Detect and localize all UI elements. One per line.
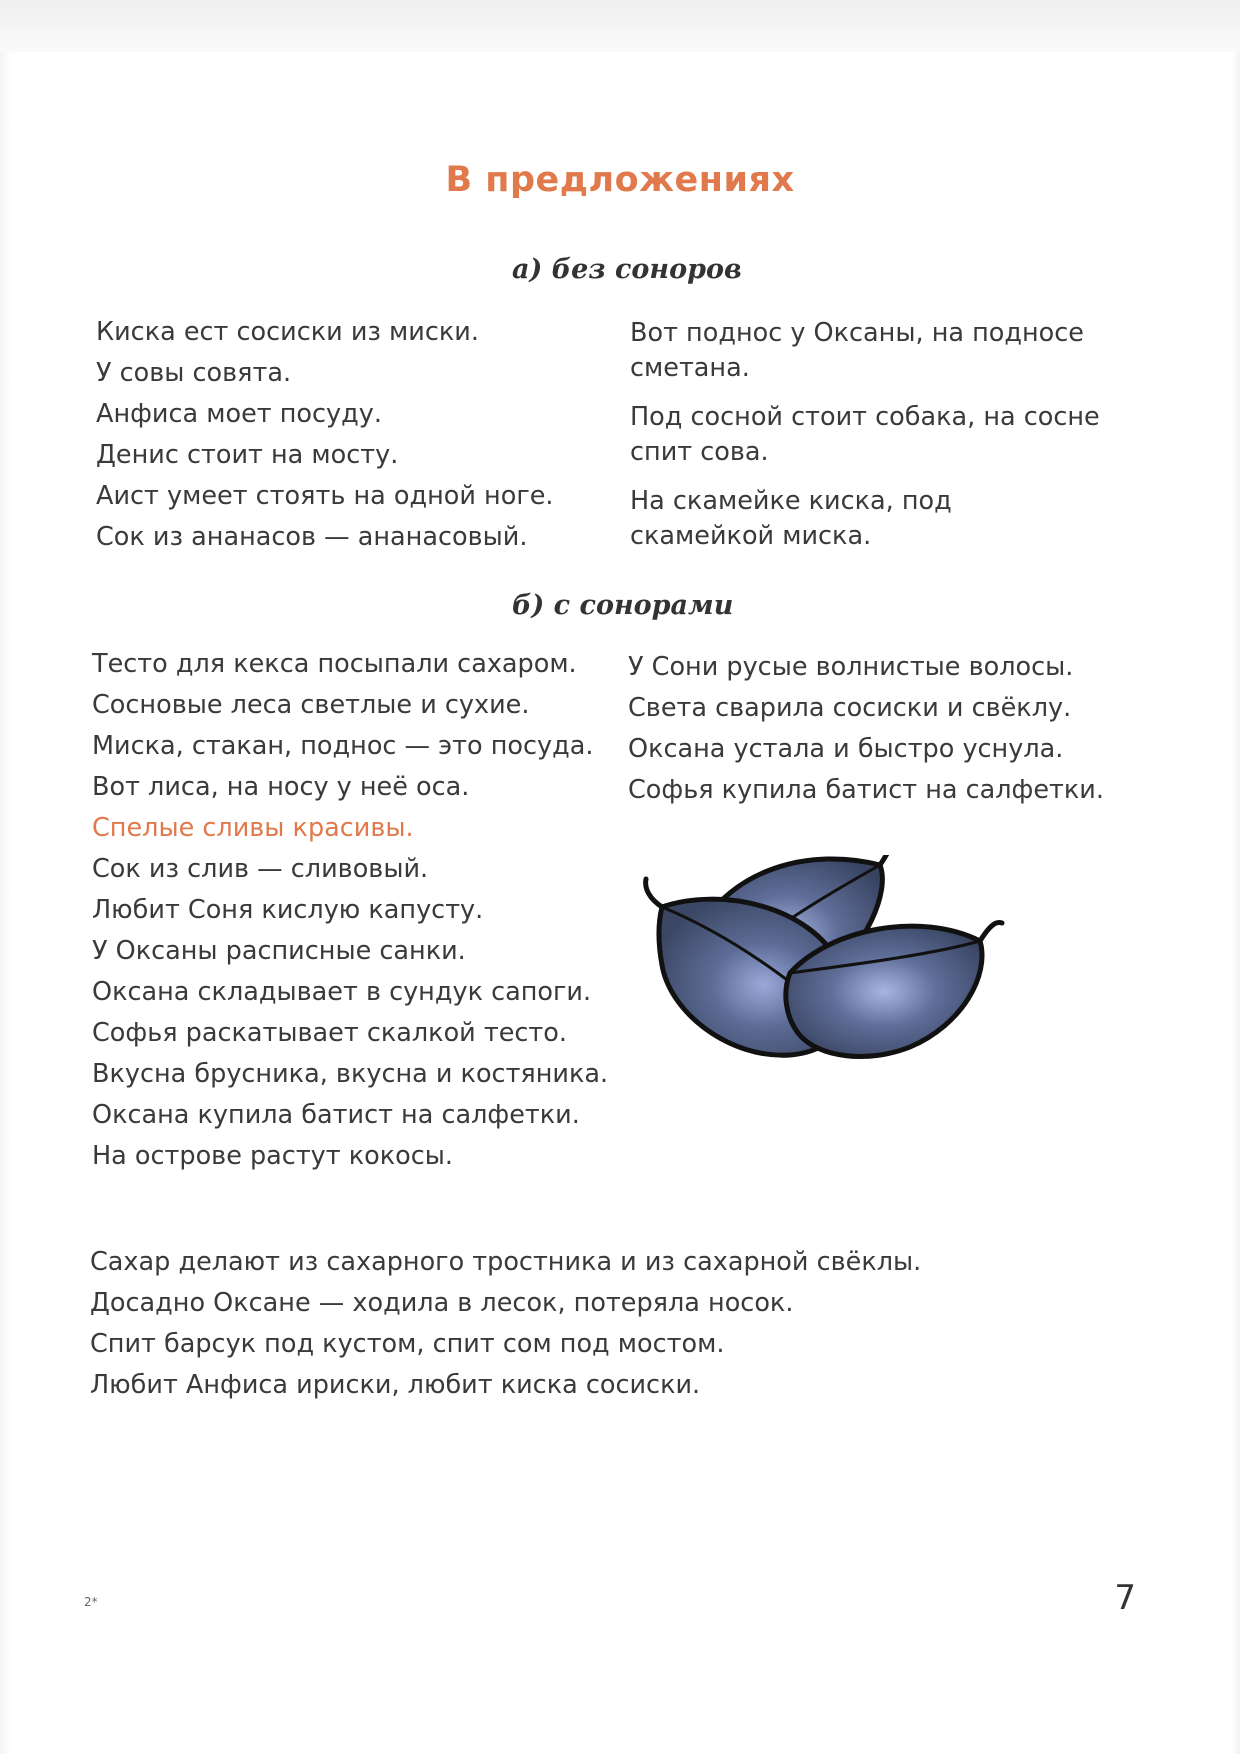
- plums-icon: [640, 855, 1120, 1175]
- scan-left-shadow: [0, 52, 12, 1754]
- list-item: Любит Соня кислую капусту.: [92, 895, 484, 925]
- bottom-sentences: [90, 1242, 1090, 1406]
- list-item: Сок из ананасов — ананасовый.: [96, 522, 528, 552]
- list-item: Оксана складывает в сундук сапоги.: [92, 977, 592, 1007]
- list-item: Софья купила батист на салфетки.: [628, 775, 1104, 805]
- list-item: Оксана устала и быстро уснула.: [628, 734, 1064, 764]
- list-item: Аист умеет стоять на одной ноге.: [96, 481, 554, 511]
- list-item: Вкусна брусника, вкусна и костяника.: [92, 1059, 609, 1089]
- list-item: На острове растут кокосы.: [92, 1141, 453, 1171]
- section-a-left-list: [96, 312, 616, 558]
- list-item: Софья раскатывает скалкой тесто.: [92, 1018, 567, 1048]
- list-item: Киска ест сосиски из миски.: [96, 317, 479, 347]
- page-title: В предложениях: [445, 160, 795, 200]
- list-item: На скамейке киска, под скамейкой миска.: [630, 486, 952, 551]
- list-item: Спит барсук под кустом, спит сом под мостом.: [90, 1329, 725, 1359]
- section-b-left-list: [92, 644, 632, 1177]
- list-item: Сок из слив — сливовый.: [92, 854, 429, 884]
- scan-right-shadow: [1232, 52, 1240, 1754]
- list-item: Анфиса моет посуду.: [96, 399, 382, 429]
- list-item: Вот поднос у Оксаны, на подносе сметана.: [630, 318, 1084, 383]
- section-a-heading: а) без соноров: [512, 254, 742, 285]
- list-item: Денис стоит на мосту.: [96, 440, 399, 470]
- section-b-right-list: [628, 647, 1104, 811]
- page-number: 7: [1114, 1578, 1136, 1618]
- section-a-right-list: [630, 316, 1100, 568]
- signature-mark: 2*: [84, 1595, 98, 1609]
- list-item: Миска, стакан, поднос — это посуда.: [92, 731, 594, 761]
- list-item: У Оксаны расписные санки.: [92, 936, 466, 966]
- list-item: Сосновые леса светлые и сухие.: [92, 690, 530, 720]
- list-item: Вот лиса, на носу у неё оса.: [92, 772, 470, 802]
- list-item: У Сони русые волнистые волосы.: [628, 652, 1074, 682]
- list-item: Тесто для кекса посыпали сахаром.: [92, 649, 577, 679]
- section-b-heading: б) с сонорами: [512, 590, 734, 621]
- scan-top-shadow: [0, 0, 1240, 52]
- list-item: Досадно Оксане — ходила в лесок, потеряла носок.: [90, 1288, 794, 1318]
- list-item: Света сварила сосиски и свёклу.: [628, 693, 1072, 723]
- list-item: Любит Анфиса ириски, любит киска сосиски.: [90, 1370, 701, 1400]
- list-item: У совы совята.: [96, 358, 292, 388]
- list-item: Сахар делают из сахарного тростника и из сахарной свёклы.: [90, 1247, 922, 1277]
- highlighted-sentence: Спелые сливы красивы.: [92, 813, 414, 843]
- list-item: Под сосной стоит собака, на сосне спит сова.: [630, 402, 1100, 467]
- list-item: Оксана купила батист на салфетки.: [92, 1100, 580, 1130]
